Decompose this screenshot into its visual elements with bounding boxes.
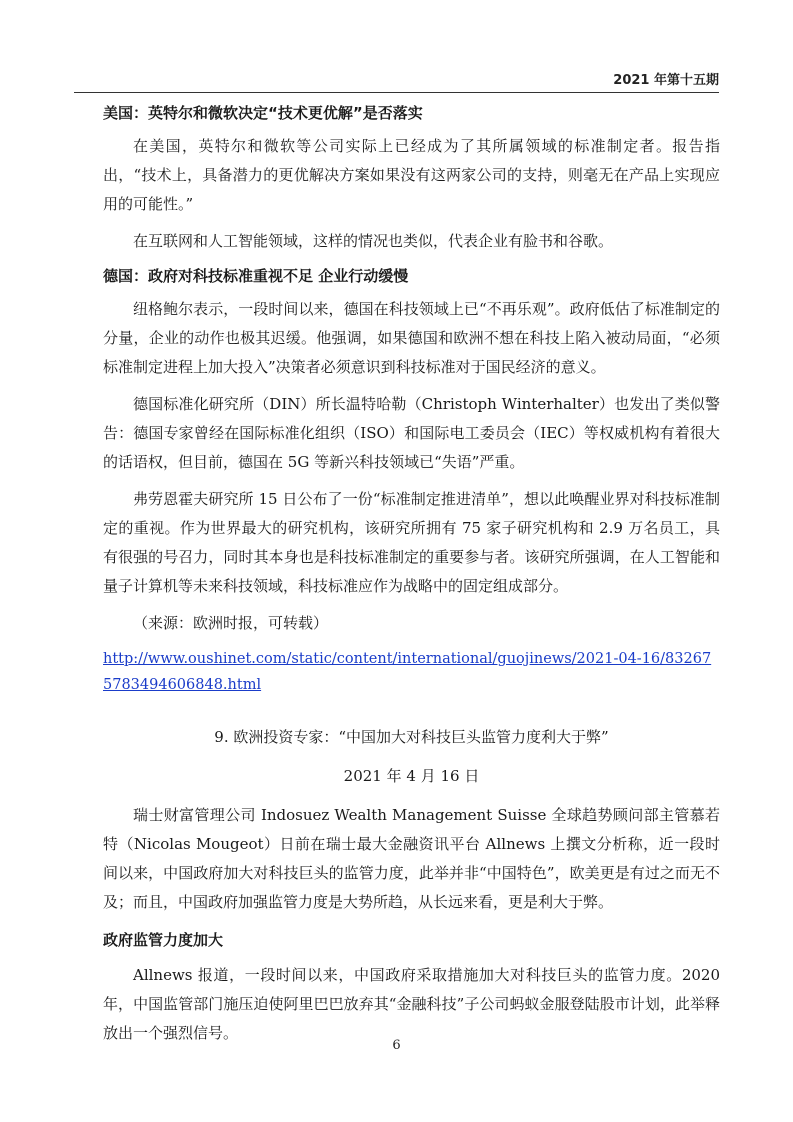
document-body <box>103 100 720 1048</box>
paragraph: 纽格鲍尔表示，一段时间以来，德国在科技领域上已“不再乐观”。政府低估了标准制定的分量，企业的动作也极其迟缓。他强调，如果德国和欧洲不想在科技上陷入被动局面，“必须标准制定进程上加大投入”决策者必须意识到科技标准对于国民经济的意义。 <box>103 300 720 376</box>
paragraph: 瑞士财富管理公司 Indosuez Wealth Management Suisse 全球趋势顾问部主管慕若特（Nicolas Mougeot）日前在瑞士最大金融资讯平台 Allnews 上撰文分析称，近一段时间以来，中国政府加大对科技巨头的监管力度，此举并非“中国特色”，欧美更是有过之而无不及；而且，中国政府加强监管力度是大势所趋，从长远来看，更是利大于弊。 <box>103 806 720 911</box>
article-date: 2021 年 4 月 16 日 <box>343 767 480 785</box>
paragraph: 在互联网和人工智能领域，这样的情况也类似，代表企业有脸书和谷歌。 <box>133 232 614 250</box>
paragraph: 德国标准化研究所（DIN）所长温特哈勒（Christoph Winterhalter）也发出了类似警告：德国专家曾经在国际标准化组织（ISO）和国际电工委员会（IEC）等权威机构有着很大的话语权，但目前，德国在 5G 等新兴科技领域已“失语”严重。 <box>103 395 720 471</box>
section-heading-regulation: 政府监管力度加大 <box>103 931 224 949</box>
section-heading-us: 美国：英特尔和微软决定“技术更优解”是否落实 <box>103 104 423 122</box>
paragraph: Allnews 报道，一段时间以来，中国政府采取措施加大对科技巨头的监管力度。2020 年，中国监管部门施压迫使阿里巴巴放弃其“金融科技”子公司蚂蚁金服登陆股市计划，此举释放出一个强烈信号。 <box>103 966 720 1042</box>
paragraph: 弗劳恩霍夫研究所 15 日公布了一份“标准制定推进清单”，想以此唤醒业界对科技标准制定的重视。作为世界最大的研究机构，该研究所拥有 75 家子研究机构和 2.9 万名员工，具有很强的号召力，同时其本身也是科技标准制定的重要参与者。该研究所强调，在人工智能和量子计算机等未来科技领域，科技标准应作为战略中的固定组成部分。 <box>103 490 720 595</box>
source-note: （来源：欧洲时报，可转载） <box>133 614 329 632</box>
paragraph: 在美国，英特尔和微软等公司实际上已经成为了其所属领域的标准制定者。报告指出，“技术上，具备潜力的更优解决方案如果没有这两家公司的支持，则毫无在产品上实现应用的可能性。” <box>103 137 720 213</box>
header-divider <box>74 92 719 93</box>
article-title: 9. 欧洲投资专家：“中国加大对科技巨头监管力度利大于弊” <box>214 728 609 746</box>
source-link[interactable]: http://www.oushinet.com/static/content/international/guojinews/2021-04-16/832675783494606848.html <box>103 651 712 693</box>
section-heading-germany: 德国：政府对科技标准重视不足 企业行动缓慢 <box>103 267 409 285</box>
page-number: 6 <box>392 1038 401 1053</box>
issue-label: 2021 年第十五期 <box>613 73 719 88</box>
